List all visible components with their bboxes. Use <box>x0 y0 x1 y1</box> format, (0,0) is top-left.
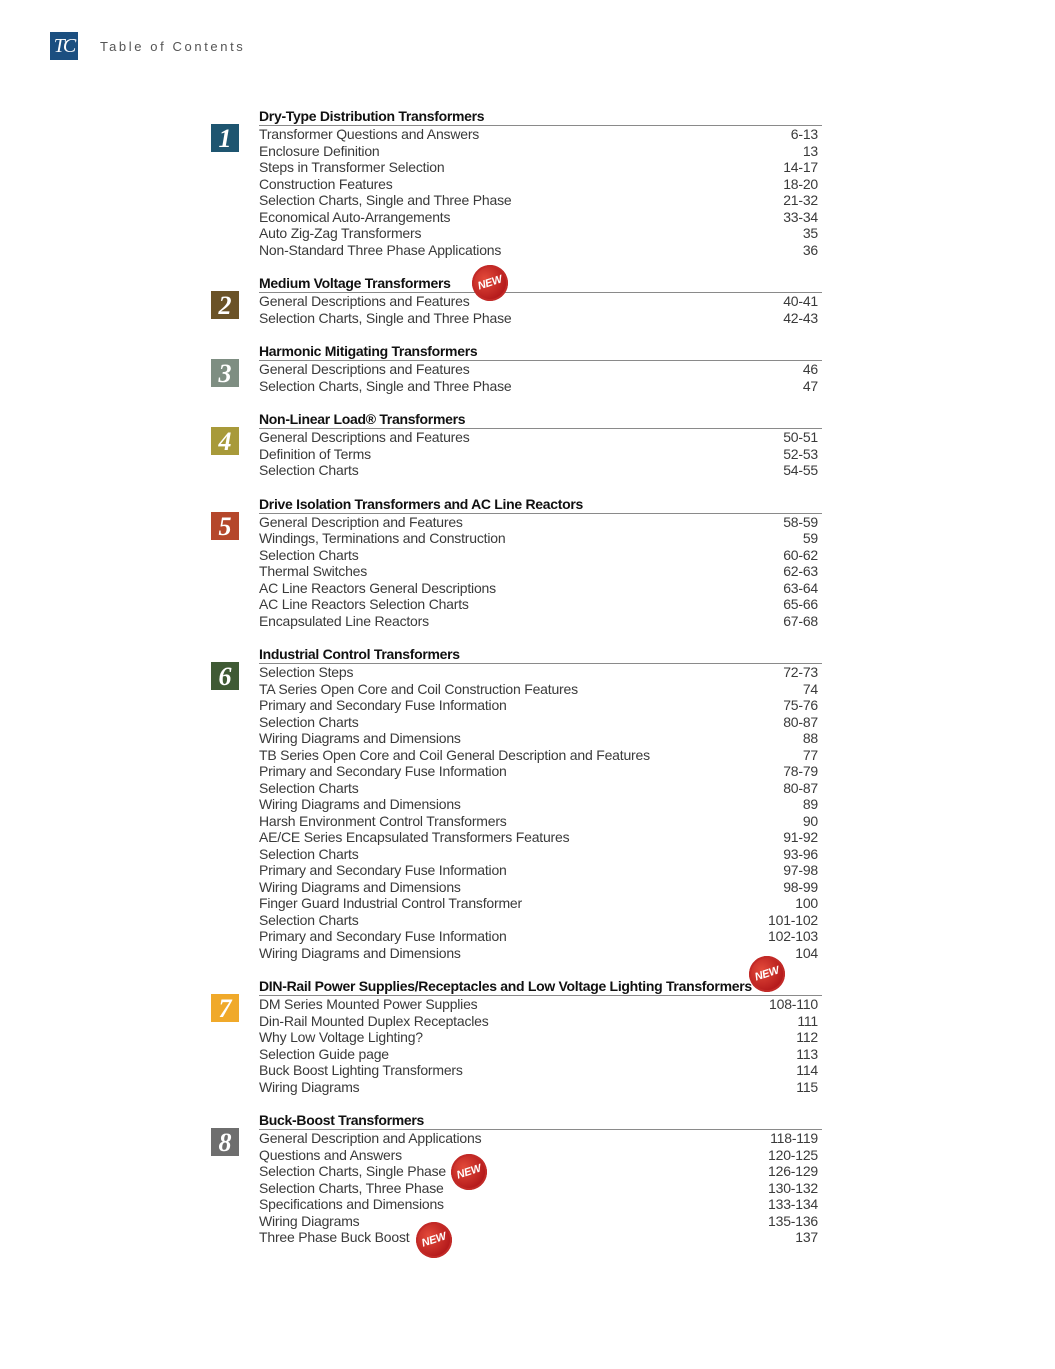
toc-entry[interactable] <box>259 378 822 395</box>
toc-entry[interactable] <box>259 176 822 193</box>
entry-page-range: 58-59 <box>783 513 818 530</box>
toc-entry[interactable] <box>259 225 822 242</box>
toc-entry[interactable] <box>259 780 822 797</box>
entry-title <box>259 143 380 160</box>
entry-title <box>259 996 477 1013</box>
entry-page-range: 75-76 <box>783 697 818 713</box>
entry-title-text: AC Line Reactors General Descriptions <box>259 579 496 596</box>
entry-title-text: Wiring Diagrams and Dimensions <box>259 796 461 812</box>
entry-page-range: 113 <box>796 1045 818 1062</box>
entry-page-range: 72-73 <box>783 664 818 680</box>
toc-entry[interactable] <box>259 1029 822 1046</box>
entry-title <box>259 1013 489 1030</box>
entry-title-text: Why Low Voltage Lighting? <box>259 1029 423 1045</box>
entry-title <box>259 1046 389 1063</box>
toc-section <box>211 496 822 630</box>
entry-page-range: 101-102 <box>768 911 818 928</box>
entry-page-range: 47 <box>802 377 818 394</box>
entry-page-range: 36 <box>802 241 818 258</box>
toc-entry[interactable] <box>259 580 822 597</box>
section-number-tab: 4 <box>211 427 239 455</box>
toc-entry[interactable] <box>259 242 822 259</box>
entry-title-text: Auto Zig-Zag Transformers <box>259 225 422 241</box>
new-badge-icon: NEW <box>446 1149 491 1194</box>
entry-page-range: 62-63 <box>783 563 818 579</box>
toc-entry[interactable] <box>259 1046 822 1063</box>
toc-entry[interactable] <box>259 563 822 580</box>
toc-entry[interactable] <box>259 1062 822 1079</box>
entry-title <box>259 378 511 395</box>
entry-title <box>259 945 461 962</box>
entry-title <box>259 664 353 681</box>
toc-entry[interactable] <box>259 813 822 830</box>
toc-entry[interactable] <box>259 1180 822 1197</box>
toc-entry[interactable] <box>259 681 822 698</box>
toc-entry[interactable] <box>259 1213 822 1230</box>
entry-title-text: Primary and Secondary Fuse Information <box>259 763 507 779</box>
entry-title <box>259 862 507 879</box>
section-title-text: Drive Isolation Transformers and AC Line Reactors <box>259 495 583 512</box>
entry-title <box>259 126 479 143</box>
entry-title <box>259 547 359 564</box>
entry-title-text: Three Phase Buck Boost <box>259 1229 410 1245</box>
toc-entry[interactable] <box>259 613 822 630</box>
entry-title-text: Steps in Transformer Selection <box>259 159 445 175</box>
entry-title-text: Windings, Terminations and Construction <box>259 530 506 546</box>
table-of-contents <box>211 108 822 1263</box>
toc-entry[interactable] <box>259 895 822 912</box>
toc-entry[interactable] <box>259 829 822 846</box>
toc-entry[interactable] <box>259 1147 822 1164</box>
section-title-text: Medium Voltage Transformers <box>259 275 451 291</box>
entry-title-text: Selection Charts <box>259 546 359 563</box>
entry-title <box>259 1213 359 1230</box>
entry-title-text: Finger Guard Industrial Control Transformer <box>259 895 522 911</box>
section-number-tab: 8 <box>211 1128 239 1156</box>
entry-title <box>259 530 505 547</box>
entry-title <box>259 928 507 945</box>
toc-entry[interactable] <box>259 747 822 764</box>
toc-entry[interactable] <box>259 209 822 226</box>
section-title[interactable] <box>259 108 822 126</box>
entry-page-range: 54-55 <box>783 462 818 478</box>
company-logo: TC <box>50 32 78 60</box>
toc-entry[interactable] <box>259 429 822 446</box>
new-badge-icon: NEW <box>744 951 789 996</box>
toc-entry[interactable] <box>259 1079 822 1096</box>
entry-title <box>259 242 501 259</box>
entry-title-text: Selection Charts, Single and Three Phase <box>259 192 512 208</box>
entry-page-range: 115 <box>796 1078 818 1095</box>
toc-entry[interactable] <box>259 796 822 813</box>
entry-page-range: 137 <box>795 1229 818 1245</box>
entry-page-range: 33-34 <box>783 208 818 225</box>
entry-page-range: 89 <box>802 796 818 812</box>
entry-page-range: 112 <box>796 1029 818 1045</box>
entry-page-range: 60-62 <box>783 546 818 563</box>
entry-page-range: 21-32 <box>783 192 818 208</box>
toc-entry[interactable] <box>259 945 822 962</box>
entry-page-range: 74 <box>802 680 818 697</box>
entry-title-text: Selection Guide page <box>259 1045 389 1062</box>
entry-title-text: Wiring Diagrams and Dimensions <box>259 730 461 746</box>
entry-page-range: 80-87 <box>783 713 818 730</box>
section-title[interactable] <box>259 343 822 361</box>
entry-title <box>259 310 511 327</box>
toc-section <box>211 343 822 394</box>
toc-entry[interactable] <box>259 879 822 896</box>
entry-title <box>259 613 429 630</box>
section-title-text: Dry-Type Distribution Transformers <box>259 108 485 124</box>
section-number-tab: 3 <box>211 359 239 387</box>
entry-page-range: 130-132 <box>768 1179 818 1196</box>
toc-section <box>211 646 822 961</box>
entry-title <box>259 580 496 597</box>
entry-title-text: DM Series Mounted Power Supplies <box>259 996 478 1012</box>
entry-page-range: 67-68 <box>783 612 818 629</box>
toc-entry[interactable] <box>259 928 822 945</box>
entry-title <box>259 714 359 731</box>
toc-entry[interactable] <box>259 1013 822 1030</box>
entry-page-range: 65-66 <box>783 596 818 612</box>
section-title[interactable] <box>259 496 822 514</box>
entry-page-range: 46 <box>802 361 818 377</box>
entry-title-text: TA Series Open Core and Coil Construction Features <box>259 680 578 697</box>
toc-entry[interactable] <box>259 547 822 564</box>
entry-page-range: 118-119 <box>770 1130 818 1146</box>
toc-entry[interactable] <box>259 159 822 176</box>
entry-page-range: 18-20 <box>783 175 818 192</box>
entry-title <box>259 1196 444 1213</box>
entry-title-text: Din-Rail Mounted Duplex Receptacles <box>259 1012 489 1029</box>
toc-entry[interactable] <box>259 714 822 731</box>
entry-page-range: 14-17 <box>783 159 818 175</box>
entry-title <box>259 1162 483 1182</box>
entry-page-range: 63-64 <box>783 579 818 596</box>
section-number-tab: 1 <box>211 124 239 152</box>
toc-entry[interactable] <box>259 996 822 1013</box>
entry-title <box>259 813 507 830</box>
entry-title <box>259 747 650 764</box>
entry-title-text: AC Line Reactors Selection Charts <box>259 596 469 612</box>
entry-title-text: Specifications and Dimensions <box>259 1196 444 1212</box>
section-title[interactable] <box>259 964 822 996</box>
page-title: Table of Contents <box>100 38 246 54</box>
entry-title <box>259 225 421 242</box>
entry-title-text: General Descriptions and Features <box>259 361 470 377</box>
entry-page-range: 6-13 <box>790 126 818 142</box>
entry-title-text: Selection Charts, Three Phase <box>259 1179 444 1196</box>
entry-title <box>259 514 463 531</box>
entry-page-range: 42-43 <box>783 309 818 326</box>
entry-title-text: AE/CE Series Encapsulated Transformers Features <box>259 829 570 845</box>
entry-page-range: 126-129 <box>768 1163 818 1179</box>
toc-section <box>211 411 822 479</box>
toc-entry[interactable] <box>259 862 822 879</box>
entry-page-range: 40-41 <box>783 293 818 309</box>
entry-page-range: 80-87 <box>783 779 818 796</box>
entry-title-text: General Descriptions and Features <box>259 429 470 445</box>
section-title[interactable] <box>259 646 822 664</box>
entry-title-text: Non-Standard Three Phase Applications <box>259 241 502 258</box>
entry-title-text: Harsh Environment Control Transformers <box>259 812 507 829</box>
entry-page-range: 120-125 <box>768 1146 818 1163</box>
toc-entry[interactable] <box>259 664 822 681</box>
section-title[interactable] <box>259 411 822 429</box>
toc-entry[interactable] <box>259 446 822 463</box>
entry-title-text: Transformer Questions and Answers <box>259 126 480 142</box>
toc-section <box>211 1112 822 1250</box>
toc-entry[interactable] <box>259 462 822 479</box>
toc-section <box>211 964 822 1095</box>
entry-title <box>259 293 470 310</box>
entry-title <box>259 829 569 846</box>
entry-title <box>259 912 359 929</box>
entry-title-text: Selection Charts, Single and Three Phase <box>259 309 512 326</box>
entry-title <box>259 1229 448 1250</box>
entry-page-range: 90 <box>802 812 818 829</box>
entry-title-text: Encapsulated Line Reactors <box>259 612 429 629</box>
entry-page-range: 59 <box>802 530 818 546</box>
entry-page-range: 97-98 <box>783 862 818 878</box>
entry-title <box>259 429 470 446</box>
entry-title <box>259 1180 444 1197</box>
entry-page-range: 52-53 <box>783 445 818 462</box>
section-number-tab: 7 <box>211 994 239 1022</box>
entry-title-text: Economical Auto-Arrangements <box>259 208 451 225</box>
entry-page-range: 111 <box>797 1012 818 1029</box>
entry-title <box>259 446 371 463</box>
toc-entry[interactable] <box>259 293 822 310</box>
entry-title <box>259 1130 481 1147</box>
entry-title-text: Selection Charts <box>259 779 359 796</box>
toc-entry[interactable] <box>259 361 822 378</box>
entry-title-text: Primary and Secondary Fuse Information <box>259 697 507 713</box>
entry-title-text: Wiring Diagrams <box>259 1212 360 1229</box>
entry-page-range: 88 <box>802 730 818 746</box>
entry-page-range: 135-136 <box>768 1212 818 1229</box>
toc-entry[interactable] <box>259 846 822 863</box>
entry-title-text: General Descriptions and Features <box>259 293 470 309</box>
toc-section <box>211 275 822 326</box>
section-title[interactable] <box>259 1112 822 1130</box>
entry-title <box>259 596 469 613</box>
toc-entry[interactable] <box>259 1229 822 1250</box>
entry-title <box>259 1062 463 1079</box>
section-title-text: DIN-Rail Power Supplies/Receptacles and Low Voltage Lighting Transformers <box>259 978 752 994</box>
entry-title <box>259 780 359 797</box>
entry-page-range: 93-96 <box>783 845 818 862</box>
section-number-tab: 5 <box>211 512 239 540</box>
entry-title-text: Wiring Diagrams and Dimensions <box>259 878 461 895</box>
entry-title-text: Enclosure Definition <box>259 142 380 159</box>
entry-page-range: 102-103 <box>768 928 818 944</box>
toc-entry[interactable] <box>259 1130 822 1147</box>
new-badge-icon: NEW <box>411 1217 456 1262</box>
entry-page-range: 100 <box>795 895 818 911</box>
toc-entry[interactable] <box>259 126 822 143</box>
toc-entry[interactable] <box>259 697 822 714</box>
entry-title-text: Primary and Secondary Fuse Information <box>259 862 507 878</box>
entry-title-text: Thermal Switches <box>259 563 368 579</box>
new-badge-icon: NEW <box>467 260 512 305</box>
toc-entry[interactable] <box>259 514 822 531</box>
entry-page-range: 104 <box>795 944 818 961</box>
entry-title-text: Selection Charts, Single Phase <box>259 1163 446 1179</box>
entry-page-range: 98-99 <box>783 878 818 895</box>
section-number-tab: 6 <box>211 662 239 690</box>
section-title[interactable] <box>259 275 822 293</box>
entry-page-range: 133-134 <box>768 1196 818 1212</box>
entry-title-text: Questions and Answers <box>259 1146 402 1163</box>
entry-title <box>259 1147 402 1164</box>
toc-entry[interactable] <box>259 310 822 327</box>
entry-title-text: Primary and Secondary Fuse Information <box>259 928 507 944</box>
entry-title <box>259 176 393 193</box>
section-number-tab: 2 <box>211 291 239 319</box>
toc-entry[interactable] <box>259 1196 822 1213</box>
entry-title-text: Buck Boost Lighting Transformers <box>259 1062 463 1078</box>
entry-title <box>259 159 444 176</box>
entry-title <box>259 846 359 863</box>
toc-entry[interactable] <box>259 730 822 747</box>
entry-title <box>259 730 461 747</box>
page-header <box>50 32 245 60</box>
entry-title-text: Wiring Diagrams <box>259 1078 360 1095</box>
entry-title-text: Selection Steps <box>259 664 354 680</box>
entry-page-range: 91-92 <box>783 829 818 845</box>
entry-title-text: Selection Charts <box>259 713 359 730</box>
entry-page-range: 77 <box>802 746 818 763</box>
entry-title <box>259 796 461 813</box>
toc-entry[interactable] <box>259 143 822 160</box>
entry-title-text: Selection Charts <box>259 845 359 862</box>
entry-page-range: 13 <box>802 142 818 159</box>
entry-title-text: Selection Charts <box>259 911 359 928</box>
section-title-text: Buck-Boost Transformers <box>259 1112 425 1128</box>
entry-title <box>259 192 511 209</box>
entry-title <box>259 763 507 780</box>
entry-title-text: Definition of Terms <box>259 445 371 462</box>
entry-title-text: TB Series Open Core and Coil General Description and Features <box>259 746 650 763</box>
toc-entry[interactable] <box>259 1163 822 1180</box>
entry-title <box>259 697 507 714</box>
entry-title-text: General Description and Features <box>259 513 463 530</box>
toc-section <box>211 108 822 258</box>
toc-entry[interactable] <box>259 530 822 547</box>
entry-title-text: Wiring Diagrams and Dimensions <box>259 944 461 961</box>
entry-page-range: 35 <box>802 225 818 241</box>
entry-page-range: 78-79 <box>783 763 818 779</box>
entry-title <box>259 361 470 378</box>
entry-title <box>259 1079 359 1096</box>
toc-entry[interactable] <box>259 763 822 780</box>
section-title-text: Harmonic Mitigating Transformers <box>259 343 478 359</box>
entry-title-text: Construction Features <box>259 175 393 192</box>
entry-title-text: General Description and Applications <box>259 1130 482 1146</box>
entry-page-range: 114 <box>796 1062 818 1078</box>
entry-title <box>259 462 359 479</box>
entry-page-range: 50-51 <box>783 429 818 445</box>
section-title-text: Industrial Control Transformers <box>259 646 460 662</box>
entry-title <box>259 209 450 226</box>
entry-title-text: Selection Charts, Single and Three Phase <box>259 377 512 394</box>
entry-title <box>259 879 461 896</box>
entry-page-range: 108-110 <box>769 996 818 1012</box>
section-title-text: Non-Linear Load® Transformers <box>259 411 466 427</box>
entry-title <box>259 895 522 912</box>
entry-title <box>259 1029 423 1046</box>
entry-title <box>259 563 367 580</box>
entry-title-text: Selection Charts <box>259 462 359 478</box>
toc-entry[interactable] <box>259 192 822 209</box>
toc-entry[interactable] <box>259 596 822 613</box>
entry-title <box>259 681 578 698</box>
toc-entry[interactable] <box>259 912 822 929</box>
